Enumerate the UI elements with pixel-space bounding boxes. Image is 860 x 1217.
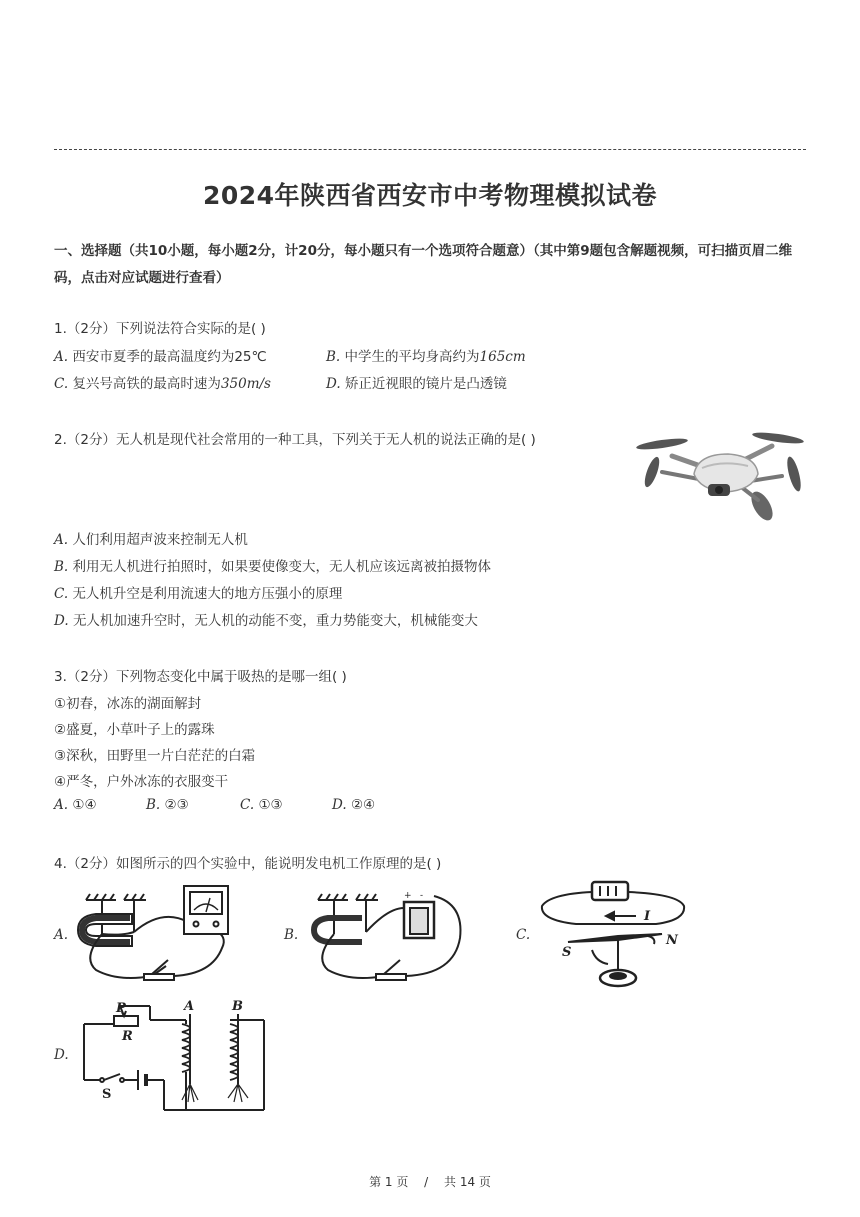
label-a: A [184,999,195,1014]
q4-stem: 4.（2分）如图所示的四个实验中，能说明发电机工作原理的是( ) [54,856,442,872]
option-letter: A. [54,927,69,943]
drone-image [632,424,808,522]
page-number: 第 1 页 [369,1175,409,1189]
option-letter: B. [146,797,161,813]
option-letter: D. [332,797,347,813]
q3-item: ②盛夏，小草叶子上的露珠 [54,722,215,738]
option-text: 复兴号高铁的最高时速为 [72,376,221,392]
q3-item: ③深秋，田野里一片白茫茫的白霜 [54,748,256,764]
label-p: P [116,1001,126,1016]
option-text: 矫正近视眼的镜片是凸透镜 [344,376,507,392]
q4-figure-b [304,878,474,990]
q4-figure-label-a [54,927,68,943]
svg-text:-: - [420,891,424,901]
q1-option-c [54,372,271,392]
option-letter: B. [326,349,341,365]
option-text: 西安市夏季的最高温度约为25℃ [72,349,267,365]
page-total: 共 14 页 [444,1175,491,1189]
option-letter: C. [240,797,255,813]
q4-figure-label-b [284,927,298,943]
option-text: ①③ [258,797,283,813]
option-text: 无人机加速升空时，无人机的动能不变，重力势能变大，机械能变大 [72,613,478,629]
option-letter: B. [284,927,299,943]
option-text: 无人机升空是利用流速大的地方压强小的原理 [72,586,343,602]
option-letter: B. [54,559,69,575]
option-text: 中学生的平均身高约为 [344,349,480,365]
q2-option-a [54,528,248,548]
label-switch-s: S [102,1087,112,1102]
option-value: 350m/s [220,376,271,392]
option-text: 人们利用超声波来控制无人机 [72,532,248,548]
q1-option-a [54,345,267,365]
q3-option-c [240,797,283,813]
option-letter: C. [516,927,531,943]
page-separator: / [424,1175,429,1189]
q3-option-d [332,797,375,813]
option-value: 165cm [479,349,526,365]
option-letter: A. [54,349,69,365]
q3-option-a [54,797,97,813]
q3-item: ①初春，冰冻的湖面解封 [54,696,202,712]
label-s: S [562,945,572,960]
option-letter: C. [54,376,69,392]
label-n: N [666,933,678,948]
q4-figure-d [78,998,268,1114]
option-text: 利用无人机进行拍照时，如果要使像变大，无人机应该远离被拍摄物体 [72,559,492,575]
q2-option-b [54,555,491,575]
option-letter: D. [54,613,69,629]
header-dashed-rule [54,149,806,150]
section-heading: 一、选择题（共10小题，每小题2分，计20分，每小题只有一个选项符合题意）（其中第9题包含解题视频，可扫描页眉二维码，点击对应试题进行查看） [54,243,793,286]
option-letter: D. [326,376,341,392]
option-letter: A. [54,797,69,813]
q1-stem: 1.（2分）下列说法符合实际的是( ) [54,321,266,337]
q4-figure-label-c [516,927,530,943]
option-text: ②③ [164,797,189,813]
option-letter: A. [54,532,69,548]
page-title: 2024年陕西省西安市中考物理模拟试卷 [202,181,658,210]
q2-option-c [54,582,342,602]
q2-stem: 2.（2分）无人机是现代社会常用的一种工具，下列关于无人机的说法正确的是( ) [54,432,536,448]
q1-option-d [326,372,507,392]
label-b: B [232,999,243,1014]
q3-stem: 3.（2分）下列物态变化中属于吸热的是哪一组( ) [54,669,347,685]
option-letter: D. [54,1047,69,1063]
svg-text:+: + [404,891,412,901]
q4-figure-a [72,878,242,990]
page-footer [0,1173,860,1190]
option-text: ①④ [72,797,97,813]
q4-figure-c [536,874,696,994]
q3-option-b [146,797,189,813]
q3-item: ④严冬，户外冰冻的衣服变干 [54,774,229,790]
option-letter: C. [54,586,69,602]
q2-option-d [54,609,478,629]
label-r: R [122,1029,133,1044]
q4-figure-label-d [54,1047,69,1063]
label-i: I [644,909,651,924]
q1-option-b [326,345,526,365]
option-text: ②④ [350,797,376,813]
